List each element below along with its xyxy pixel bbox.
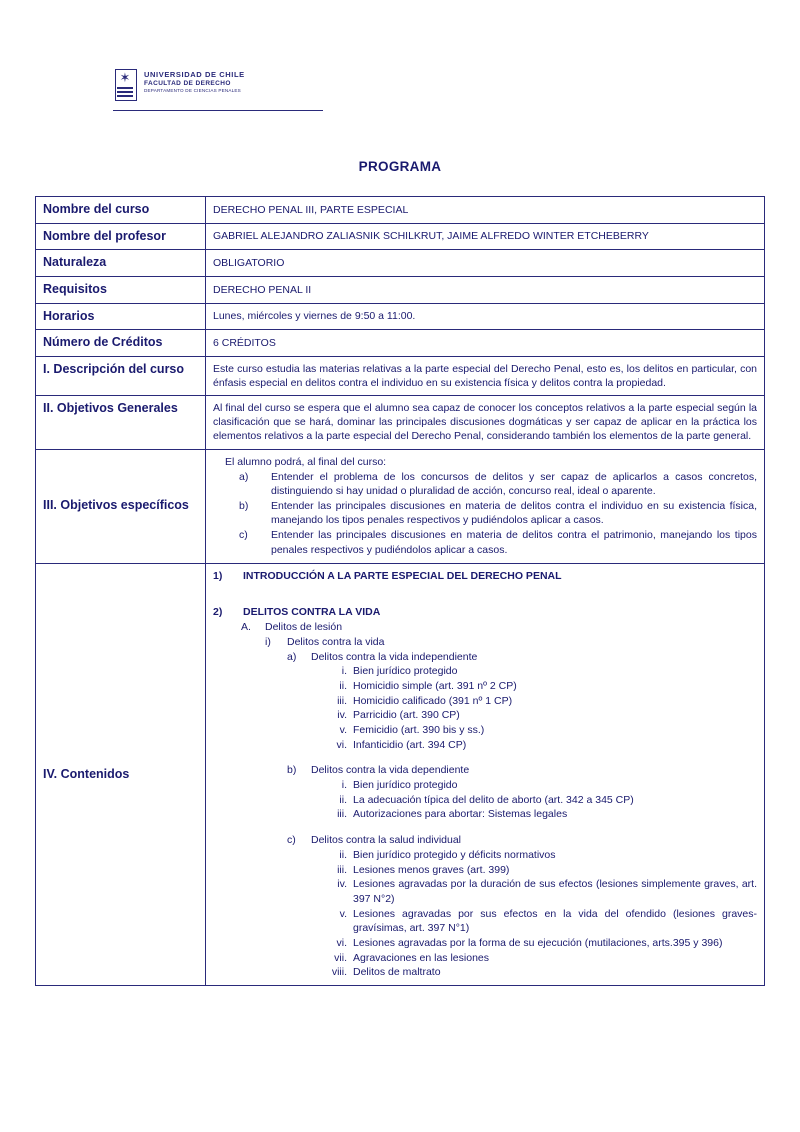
- row-value-objetivos-especificos: [206, 449, 765, 563]
- logo-line-department: DEPARTAMENTO DE CIENCIAS PENALES: [144, 87, 241, 93]
- outline-marker: i): [265, 635, 271, 648]
- row-label-objetivos-generales: II. Objetivos Generales: [36, 396, 206, 450]
- row-label-naturaleza: Naturaleza: [36, 250, 206, 277]
- table-row: [36, 449, 765, 563]
- outline-marker: vii.: [334, 951, 347, 964]
- list-text: Entender el problema de los concursos de delitos y ser capaz de aplicarlos a casos concretos, distinguiendo si hay unidad o pluralidad de acción, concurso real, ideal o aparente.: [271, 470, 757, 497]
- outline-marker: v.: [339, 907, 347, 920]
- outline-text: Homicidio simple (art. 391 nº 2 CP): [353, 679, 517, 692]
- outline-marker: ii.: [339, 793, 347, 806]
- table-row: [36, 250, 765, 277]
- outline-text: Lesiones agravadas por la duración de sus efectos (lesiones simplemente graves, art. 397 N°2): [353, 878, 757, 905]
- outline-marker: vi.: [336, 936, 347, 949]
- table-row: [36, 303, 765, 330]
- outline-item: [213, 778, 757, 793]
- outline-marker: A.: [241, 621, 251, 634]
- outline-text: Femicidio (art. 390 bis y ss.): [353, 724, 485, 736]
- row-label-nombre-profesor: Nombre del profesor: [36, 223, 206, 250]
- outline-item: [213, 635, 757, 650]
- outline-marker: c): [287, 834, 296, 847]
- outline-text: Infanticidio (art. 394 CP): [353, 738, 467, 751]
- outline-spacer: [213, 752, 757, 763]
- outline-item: [213, 650, 757, 665]
- university-logo: [113, 68, 323, 111]
- outline-item: [213, 807, 757, 822]
- table-row: [36, 276, 765, 303]
- outline-text: Delitos contra la vida dependiente: [311, 764, 470, 777]
- objetivos-intro: El alumno podrá, al final del curso:: [225, 455, 387, 468]
- row-label-contenidos: IV. Contenidos: [36, 563, 206, 985]
- row-value-requisitos: DERECHO PENAL II: [206, 276, 765, 303]
- outline-item: [213, 848, 757, 863]
- outline-item: [213, 936, 757, 951]
- outline-marker: viii.: [331, 966, 347, 979]
- outline-item: [213, 569, 757, 584]
- outline-spacer: [213, 584, 757, 595]
- outline-item: [213, 907, 757, 936]
- logo-line-university: UNIVERSIDAD DE CHILE: [144, 70, 245, 79]
- outline-text: DELITOS CONTRA LA VIDA: [243, 605, 381, 618]
- outline-marker: ii.: [339, 848, 347, 861]
- outline-marker: i.: [341, 779, 347, 792]
- outline-text: Lesiones agravadas por sus efectos en la vida del ofendido (lesiones graves-gravísimas, art. 397 N°1): [353, 907, 757, 935]
- row-value-nombre-curso: DERECHO PENAL III, PARTE ESPECIAL: [206, 197, 765, 224]
- outline-item: [213, 793, 757, 808]
- university-crest-icon: [113, 68, 139, 102]
- list-marker: b): [239, 500, 249, 513]
- outline-item: [213, 605, 757, 620]
- outline-text: Delitos de lesión: [265, 621, 343, 634]
- list-marker: a): [239, 470, 249, 483]
- row-label-requisitos: Requisitos: [36, 276, 206, 303]
- logo-line-faculty: FACULTAD DE DERECHO: [144, 79, 231, 87]
- outline-marker: 2): [213, 605, 223, 618]
- outline-item: [213, 833, 757, 848]
- list-text: Entender las principales discusiones en materia de delitos contra el individuo en su existencia física, manejando los tipos penales respectivos y pudiéndolos aplicar a casos.: [271, 500, 757, 527]
- row-label-creditos: Número de Créditos: [36, 330, 206, 357]
- outline-item: [213, 679, 757, 694]
- outline-item: [213, 965, 757, 980]
- outline-marker: a): [287, 650, 297, 663]
- outline-text: INTRODUCCIÓN A LA PARTE ESPECIAL DEL DERECHO PENAL: [243, 569, 562, 582]
- outline-text: Bien jurídico protegido y déficits normativos: [353, 848, 556, 861]
- outline-text: Bien jurídico protegido: [353, 665, 458, 678]
- outline-marker: iv.: [337, 709, 347, 722]
- outline-marker: b): [287, 764, 297, 777]
- row-value-creditos: 6 CRÉDITOS: [206, 330, 765, 357]
- row-label-objetivos-especificos: III. Objetivos específicos: [36, 449, 206, 563]
- outline-item: [213, 763, 757, 778]
- row-value-contenidos: [206, 563, 765, 985]
- outline-marker: ii.: [339, 679, 347, 692]
- outline-item: [213, 708, 757, 723]
- outline-item: [213, 951, 757, 966]
- table-row: [36, 396, 765, 450]
- outline-spacer: [213, 822, 757, 833]
- row-value-objetivos-generales: Al final del curso se espera que el alumno sea capaz de conocer los conceptos relativos a la parte especial según la clasificación que se hará, dominar las principales discusiones dogmáticas y ser capaz de aplicar en la práctica los elementos relativos a la parte especial del Derecho Penal, considerando también los elementos de la parte general.: [206, 396, 765, 450]
- list-item: [239, 499, 757, 527]
- outline-marker: v.: [339, 724, 347, 736]
- row-label-nombre-curso: Nombre del curso: [36, 197, 206, 224]
- table-row: [36, 223, 765, 250]
- university-logo-text: [144, 68, 245, 93]
- outline-marker: 1): [213, 569, 223, 582]
- outline-marker: i.: [341, 665, 347, 678]
- row-label-horarios: Horarios: [36, 303, 206, 330]
- outline-text: Delitos de maltrato: [353, 966, 441, 979]
- objetivos-list: [213, 470, 757, 557]
- outline-marker: iii.: [337, 808, 347, 821]
- outline-text: Delitos contra la vida: [287, 635, 385, 648]
- outline-marker: iv.: [337, 878, 347, 891]
- row-label-descripcion: I. Descripción del curso: [36, 356, 206, 395]
- outline-text: Bien jurídico protegido: [353, 779, 458, 792]
- list-item: [239, 528, 757, 556]
- outline-marker: iii.: [337, 863, 347, 876]
- outline-marker: iii.: [337, 694, 347, 707]
- outline-item: [213, 863, 757, 878]
- outline-text: La adecuación típica del delito de aborto (art. 342 a 345 CP): [353, 793, 634, 806]
- outline-text: Parricidio (art. 390 CP): [353, 709, 460, 722]
- row-value-nombre-profesor: GABRIEL ALEJANDRO ZALIASNIK SCHILKRUT, JAIME ALFREDO WINTER ETCHEBERRY: [206, 223, 765, 250]
- table-row: [36, 330, 765, 357]
- outline-text: Homicidio calificado (391 nº 1 CP): [353, 694, 513, 707]
- outline-item: [213, 664, 757, 679]
- outline-item: [213, 877, 757, 906]
- list-text: Entender las principales discusiones en materia de delitos contra el patrimonio, manejando los tipos penales respectivos y pudiéndolos aplicar a casos.: [271, 529, 757, 556]
- page-title: PROGRAMA: [358, 159, 442, 174]
- outline-marker: vi.: [336, 738, 347, 751]
- table-row: [36, 356, 765, 395]
- table-row: [36, 197, 765, 224]
- outline-item: [213, 620, 757, 635]
- row-value-descripcion: Este curso estudia las materias relativas a la parte especial del Derecho Penal, esto es, los delitos en particular, con énfasis especial en delitos contra el individuo en su existencia física y delitos contra la propiedad.: [206, 356, 765, 395]
- outline-text: Delitos contra la salud individual: [311, 834, 461, 847]
- outline-text: Lesiones agravadas por la forma de su ejecución (mutilaciones, arts.395 y 396): [353, 936, 723, 949]
- outline-text: Agravaciones en las lesiones: [353, 951, 489, 964]
- star-icon: ✶: [119, 70, 131, 85]
- list-marker: c): [239, 529, 248, 542]
- outline-text: Lesiones menos graves (art. 399): [353, 863, 510, 876]
- contenidos-outline: [213, 569, 757, 980]
- outline-text: Autorizaciones para abortar: Sistemas legales: [353, 808, 568, 821]
- outline-text: Delitos contra la vida independiente: [311, 650, 478, 663]
- outline-item: [213, 738, 757, 753]
- row-value-horarios: Lunes, miércoles y viernes de 9:50 a 11:00.: [206, 303, 765, 330]
- table-row: [36, 563, 765, 985]
- programa-table: [35, 196, 765, 986]
- outline-item: [213, 694, 757, 709]
- row-value-naturaleza: OBLIGATORIO: [206, 250, 765, 277]
- list-item: [239, 470, 757, 498]
- outline-item: [213, 723, 757, 738]
